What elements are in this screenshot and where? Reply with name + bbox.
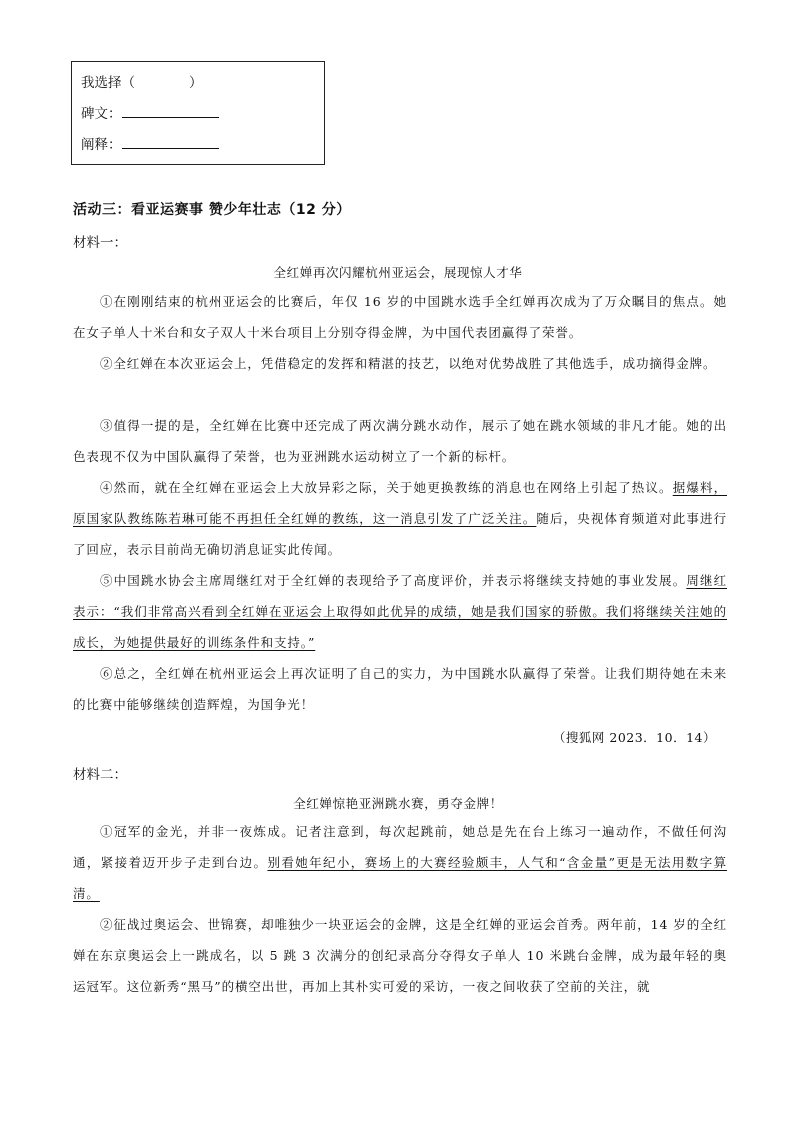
p5-underlined: 周继红表示：“我们非常高兴看到全红婵在亚运会上取得如此优异的成绩，她是我们国家的骄傲。我们将继续关注她的成长，为她提供最好的训练条件和支持。” — [73, 573, 727, 650]
material2-paragraph-1 — [73, 816, 727, 909]
explanation-label: 阐释： — [81, 137, 122, 153]
material1-title: 全红婵再次闪耀杭州亚运会，展现惊人才华 — [273, 265, 523, 280]
answer-box — [71, 61, 325, 165]
p4-text-b: 随后，央视体育频道对此事进行了回应，表示目前尚无确切消息证实此传闻。 — [73, 511, 727, 557]
inscription-label: 碑文： — [81, 106, 122, 122]
material1-paragraph-1: ①在刚刚结束的杭州亚运会的比赛后，年仅 16 岁的中国跳水选手全红婵再次成为了万众瞩目的焦点。她在女子单人十米台和女子双人十米台项目上分别夺得金牌，为中国代表团赢得了荣誉。 — [73, 294, 727, 340]
material1-paragraph-3: ③值得一提的是，全红婵在比赛中还完成了两次满分跳水动作，展示了她在跳水领域的非凡才能。她的出色表现不仅为中国队赢得了荣誉，也为亚洲跳水运动树立了一个新的标杆。 — [73, 418, 727, 464]
inscription-row — [81, 103, 324, 134]
material2-label: 材料二： — [73, 767, 127, 783]
material1-paragraph-5 — [73, 565, 727, 658]
explanation-row — [81, 134, 324, 165]
inscription-blank[interactable] — [122, 104, 219, 118]
material1-label: 材料一： — [73, 235, 127, 251]
p4-text-a: ④然而，就在全红婵在亚运会上大放异彩之际，关于她更换教练的消息也在网络上引起了热议。 — [100, 480, 673, 495]
material1-paragraph-2: ②全红婵在本次亚运会上，凭借稳定的发挥和精湛的技艺，以绝对优势战胜了其他选手，成功摘得金牌。 — [100, 356, 717, 371]
material1-paragraph-6: ⑥总之，全红婵在杭州亚运会上再次证明了自己的实力，为中国跳水队赢得了荣誉。让我们期待她在未来的比赛中能够继续创造辉煌，为国争光！ — [73, 666, 727, 712]
material1-source: （搜狐网 2023．10．14） — [552, 730, 716, 745]
choice-row — [81, 72, 324, 103]
material2-paragraph-2: ②征战过奥运会、世锦赛，却唯独少一块亚运会的金牌，这是全红婵的亚运会首秀。两年前，14 岁的全红婵在东京奥运会上一跳成名，以 5 跳 3 次满分的创纪录高分夺得女子单人 10 米跳台金牌，成为最年轻的奥运冠军。这位新秀“黑马”的横空出世，再加上其朴实可爱的采访，一夜之间收获了空前的关注，就 — [73, 917, 727, 994]
m2-p1-underlined: 别看她年纪小，赛场上的大赛经验颇丰，人气和“含金量”更是无法用数字算清。 — [73, 855, 727, 901]
explanation-blank[interactable] — [122, 135, 219, 149]
m2-p1-text: ①冠军的金光，并非一夜炼成。记者注意到，每次起跳前，她总是先在台上练习一遍动作，不做任何沟通，紧接着迈开步子走到台边。 — [73, 824, 727, 870]
p4-underlined: 据爆料，原国家队教练陈若琳可能不再担任全红婵的教练，这一消息引发了广泛关注。 — [73, 480, 727, 526]
choice-close: ） — [189, 75, 203, 91]
p5-text-a: ⑤中国跳水协会主席周继红对于全红婵的表现给予了高度评价，并表示将继续支持她的事业发展。 — [100, 573, 687, 588]
material2-title: 全红婵惊艳亚洲跳水赛，勇夺金牌！ — [293, 796, 503, 811]
activity-heading: 活动三：看亚运赛事 赞少年壮志（12 分） — [73, 202, 351, 218]
material1-paragraph-4 — [73, 472, 727, 565]
choice-label: 我选择（ — [81, 75, 135, 91]
